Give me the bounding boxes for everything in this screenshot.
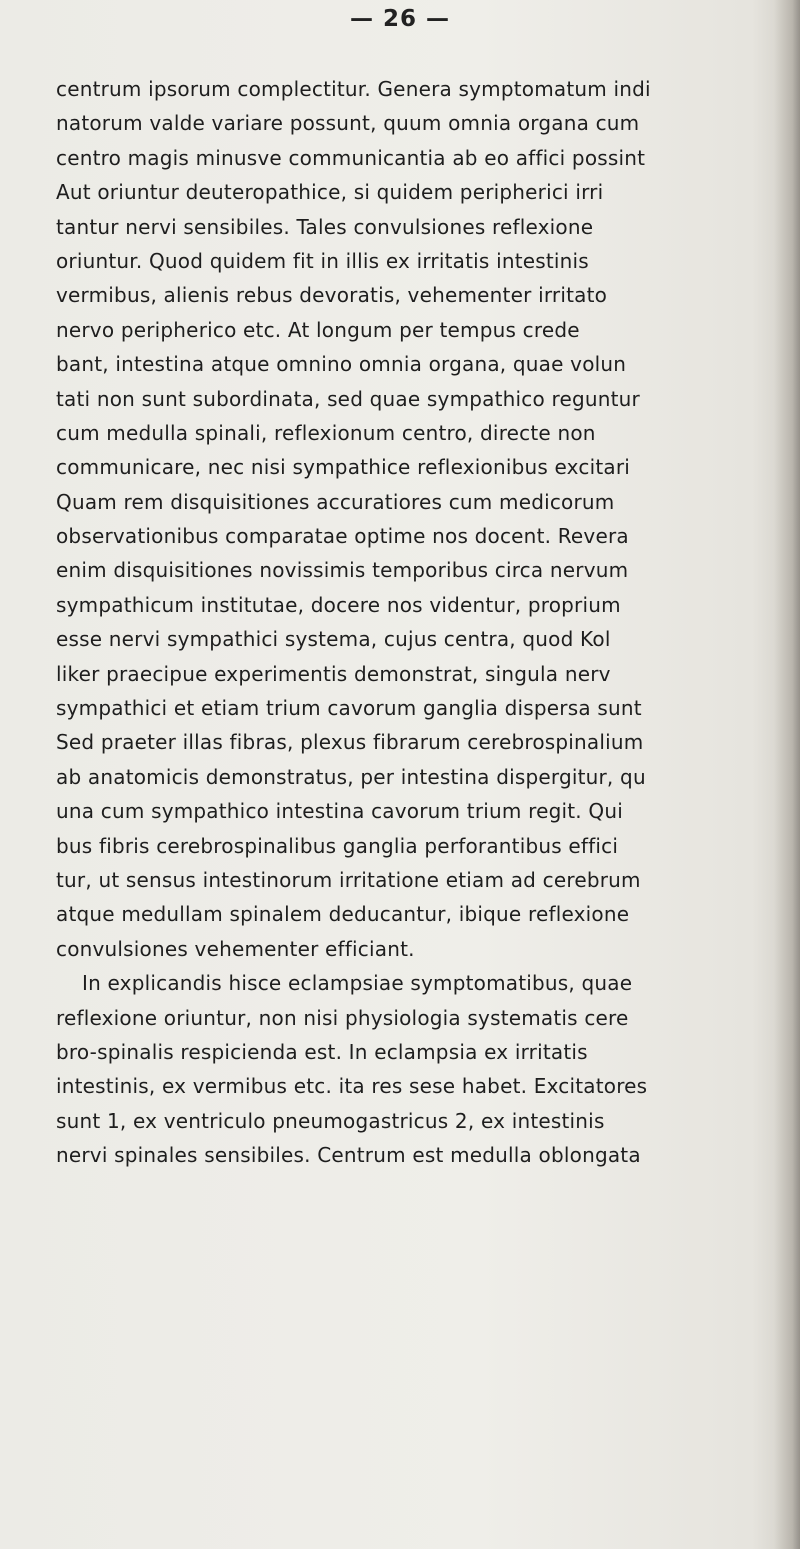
paragraph-first-line: In explicandis hisce eclampsiae symptomatibus, quae — [82, 971, 633, 996]
text-line: centro magis minusve communicantia ab eo affici possint — [56, 145, 646, 170]
text-line: Quam rem disquisitiones accuratiores cum medicorum — [56, 489, 615, 514]
page-number: — 26 — — [349, 6, 451, 32]
text-line: una cum sympathico intestina cavorum trium regit. Qui — [56, 799, 623, 824]
text-line: centrum ipsorum complectitur. Genera symptomatum indi — [56, 77, 651, 101]
text-line: sympathici et etiam trium cavorum ganglia dispersa sunt — [56, 696, 642, 721]
text-line: tantur nervi sensibiles. Tales convulsiones reflexione — [56, 214, 594, 239]
text-line: nervo peripherico etc. At longum per tempus crede — [56, 317, 580, 342]
text-line: bro-spinalis respicienda est. In eclampsia ex irritatis — [56, 1039, 588, 1064]
text-line: natorum valde variare possunt, quum omnia organa cum — [56, 111, 640, 136]
text-line: cum medulla spinali, reflexionum centro, directe non — [56, 420, 596, 445]
text-line: communicare, nec nisi sympathice reflexionibus excitari — [56, 455, 630, 480]
text-line: bus fibris cerebrospinalibus ganglia perforantibus effici — [56, 833, 619, 858]
text-line: sympathicum institutae, docere nos videntur, proprium — [56, 592, 621, 617]
text-line: esse nervi sympathici systema, cujus centra, quod Kol — [56, 627, 611, 652]
text-line: reflexione oriuntur, non nisi physiologia systematis cere — [56, 1005, 629, 1030]
text-line: liker praecipue experimentis demonstrat, singula nerv — [56, 661, 611, 686]
text-line: vermibus, alienis rebus devoratis, vehementer irritato — [56, 283, 608, 308]
text-line: convulsiones vehementer efficiant. — [56, 936, 415, 961]
page-edge-shadow — [774, 0, 800, 1549]
text-line: Aut oriuntur deuteropathice, si quidem peripherici irri — [56, 180, 604, 205]
text-line: tati non sunt subordinata, sed quae sympathico reguntur — [56, 386, 640, 411]
text-line: intestinis, ex vermibus etc. ita res sese habet. Excitatores — [56, 1074, 648, 1099]
text-line: atque medullam spinalem deducantur, ibique reflexione — [56, 902, 630, 927]
text-line: nervi spinales sensibiles. Centrum est medulla oblongata — [56, 1143, 641, 1168]
text-line: oriuntur. Quod quidem fit in illis ex irritatis intestinis — [56, 248, 589, 273]
text-line: tur, ut sensus intestinorum irritatione etiam ad cerebrum — [56, 867, 641, 892]
text-line: Sed praeter illas fibras, plexus fibrarum cerebrospinalium — [56, 730, 644, 755]
text-line: ab anatomicis demonstratus, per intestina dispergitur, qu — [56, 764, 646, 789]
body-text — [56, 72, 800, 1173]
text-line: enim disquisitiones novissimis temporibus circa nervum — [56, 558, 629, 583]
text-line: bant, intestina atque omnino omnia organa, quae volun — [56, 352, 627, 377]
text-line: sunt 1, ex ventriculo pneumogastricus 2, ex intestinis — [56, 1108, 605, 1133]
text-line: observationibus comparatae optime nos docent. Revera — [56, 524, 629, 549]
